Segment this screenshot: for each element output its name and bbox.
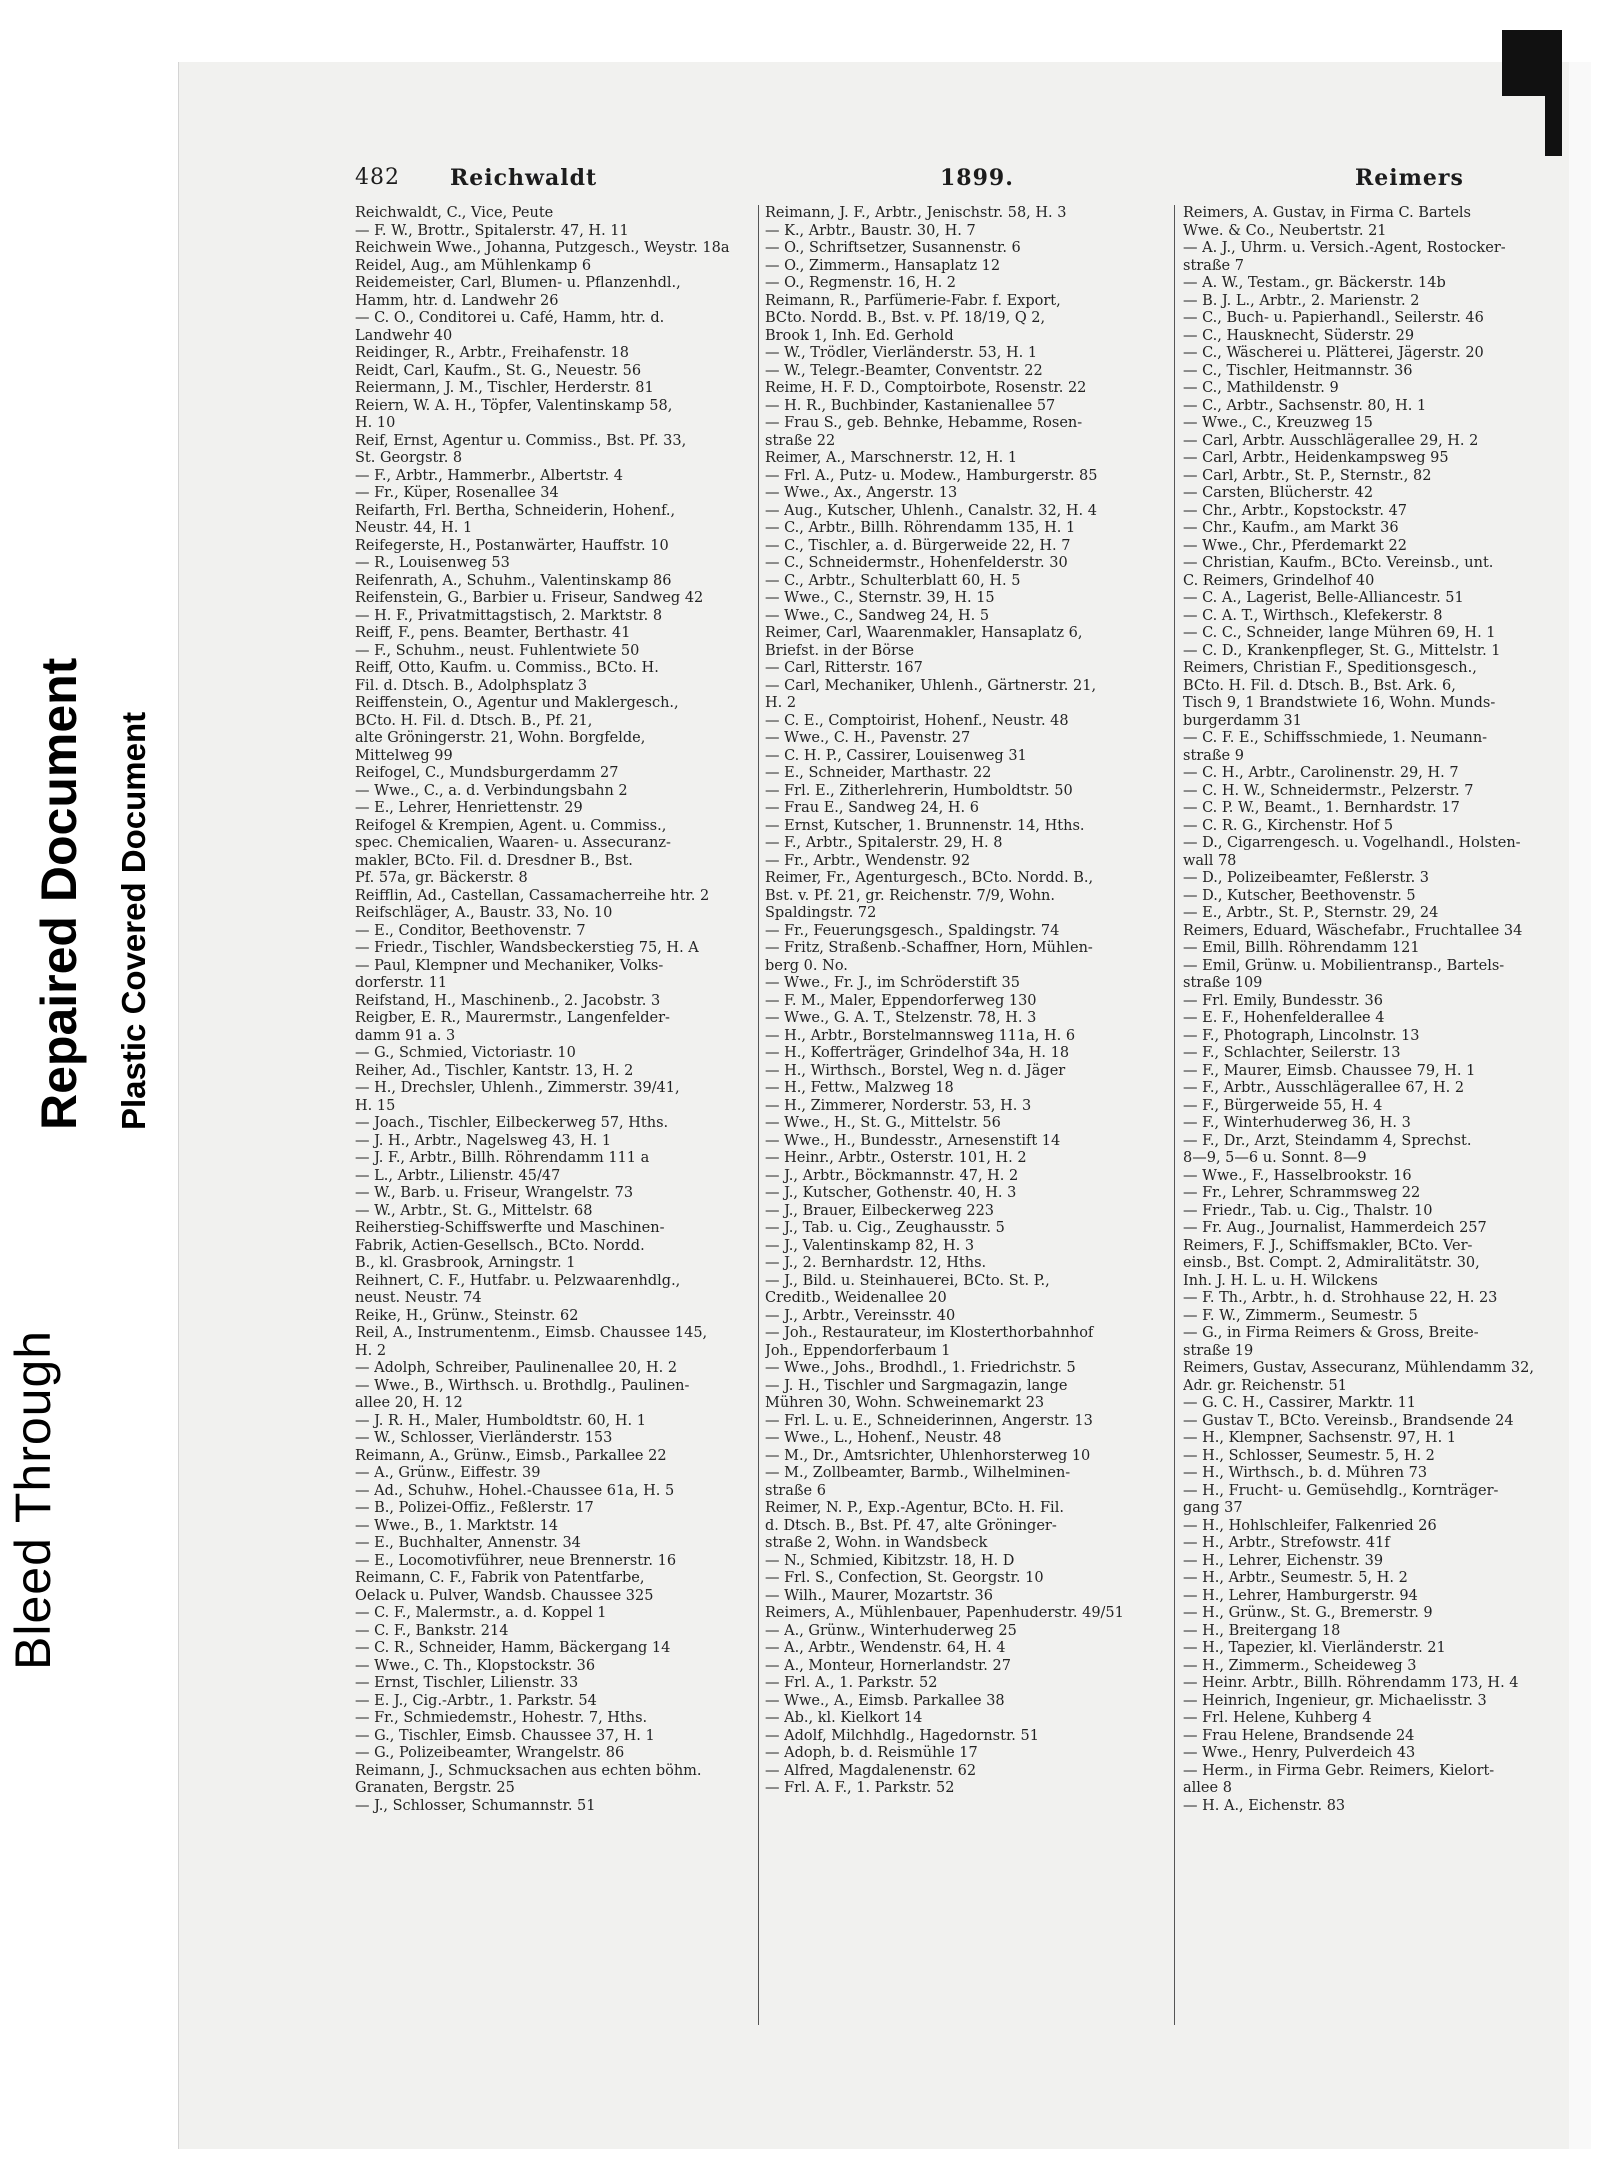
directory-entry: Briefst. in der Börse (765, 642, 914, 659)
directory-entry: — Chr., Kaufm., am Markt 36 (1183, 520, 1399, 536)
directory-entry: 8—9, 5—6 u. Sonnt. 8—9 (1183, 1150, 1367, 1166)
directory-entry: — O., Schriftsetzer, Susannenstr. 6 (765, 240, 1021, 256)
directory-entry: Reiern, W. A. H., Töpfer, Valentinskamp 58, (355, 397, 673, 414)
directory-entry: Reimann, J. F., Arbtr., Jenischstr. 58, H. 3 (765, 205, 1067, 221)
directory-entry: — Chr., Arbtr., Kopstockstr. 47 (1183, 502, 1408, 519)
directory-entry: — G., Polizeibeamter, Wrangelstr. 86 (355, 1745, 625, 1761)
directory-entry: — Wwe., H., St. G., Mittelstr. 56 (765, 1115, 1001, 1131)
directory-entry: St. Georgstr. 8 (355, 450, 463, 466)
directory-entry: — Carsten, Blücherstr. 42 (1183, 485, 1374, 501)
directory-entry: Reimann, A., Grünw., Eimsb., Parkallee 22 (355, 1447, 667, 1464)
directory-entry: — E. F., Hohenfelderallee 4 (1183, 1010, 1385, 1026)
directory-entry: — F., Winterhuderweg 36, H. 3 (1183, 1115, 1411, 1131)
directory-entry: Inh. J. H. L. u. H. Wilckens (1183, 1272, 1378, 1289)
directory-entry: — H., Arbtr., Strefowstr. 41f (1183, 1535, 1390, 1551)
directory-entry: — Christian, Kaufm., BCto. Vereinsb., unt. (1183, 555, 1494, 571)
directory-entry: — N., Schmied, Kibitzstr. 18, H. D (765, 1552, 1015, 1569)
directory-entry: — D., Cigarrengesch. u. Vogelhandl., Holsten- (1183, 835, 1521, 851)
directory-entry: — Carl, Arbtr., St. P., Sternstr., 82 (1183, 467, 1432, 484)
directory-entry: — Fr., Arbtr., Wendenstr. 92 (765, 852, 971, 869)
directory-entry: Reidemeister, Carl, Blumen- u. Pflanzenhdl., (355, 275, 681, 291)
directory-entry: — J., Brauer, Eilbeckerweg 223 (765, 1202, 995, 1219)
directory-entry: — C. O., Conditorei u. Café, Hamm, htr. d. (355, 310, 665, 326)
directory-entry: Reifegerste, H., Postanwärter, Hauffstr. 10 (355, 537, 669, 554)
directory-entry: — Carl, Mechaniker, Uhlenh., Gärtnerstr. 21, (765, 677, 1097, 694)
directory-entry: — Carl, Arbtr., Heidenkampsweg 95 (1183, 450, 1449, 466)
directory-entry: — J., Schlosser, Schumannstr. 51 (355, 1797, 596, 1814)
directory-entry: Reimers, F. J., Schiffsmakler, BCto. Ver- (1183, 1237, 1473, 1254)
directory-entry: — C. C., Schneider, lange Mühren 69, H. 1 (1183, 625, 1496, 641)
directory-entry: — J., Valentinskamp 82, H. 3 (765, 1237, 975, 1254)
directory-entry: — H., Wirthsch., Borstel, Weg n. d. Jäger (765, 1062, 1066, 1079)
directory-entry: — G., Schmied, Victoriastr. 10 (355, 1045, 576, 1061)
directory-entry: — Emil, Billh. Röhrendamm 121 (1183, 940, 1420, 956)
plastic-covered-document-label: Plastic Covered Document (115, 711, 152, 1130)
directory-entry: Reiffenstein, O., Agentur und Maklergesch., (355, 695, 679, 711)
directory-entry: — C. F., Malermstr., a. d. Koppel 1 (355, 1605, 607, 1621)
directory-entry: — F., Arbtr., Hammerbr., Albertstr. 4 (355, 467, 623, 484)
directory-entry: — E., Conditor, Beethovenstr. 7 (355, 922, 586, 939)
directory-entry: Creditb., Weidenallee 20 (765, 1290, 947, 1306)
directory-entry: — H. A., Eichenstr. 83 (1183, 1797, 1346, 1814)
directory-entry: einsb., Bst. Compt. 2, Admiralitätstr. 30, (1183, 1255, 1480, 1271)
directory-entry: Spaldingstr. 72 (765, 905, 877, 921)
directory-entry: makler, BCto. Fil. d. Dresdner B., Bst. (355, 852, 633, 869)
directory-entry: Reimers, A., Mühlenbauer, Papenhuderstr. 49/51 (765, 1605, 1124, 1621)
directory-entry: Reifflin, Ad., Castellan, Cassamacherreihe htr. 2 (355, 887, 710, 904)
directory-entry: neust. Neustr. 74 (355, 1290, 482, 1306)
directory-entry: Reifarth, Frl. Bertha, Schneiderin, Hohenf., (355, 502, 676, 519)
directory-entry: — W., Schlosser, Vierländerstr. 153 (355, 1430, 613, 1446)
directory-entry: — K., Arbtr., Baustr. 30, H. 7 (765, 222, 976, 239)
directory-entry: Mittelweg 99 (355, 747, 453, 764)
directory-entry: — A., Arbtr., Wendenstr. 64, H. 4 (765, 1640, 1006, 1656)
directory-entry: — O., Regmenstr. 16, H. 2 (765, 275, 957, 291)
bleed-through-label: Bleed Through (5, 1329, 61, 1670)
directory-entry: — Frl. A., 1. Parkstr. 52 (765, 1675, 938, 1691)
directory-entry: — C. H., Arbtr., Carolinenstr. 29, H. 7 (1183, 765, 1459, 781)
directory-entry: Reidel, Aug., am Mühlenkamp 6 (355, 257, 592, 274)
directory-entry: — H., Lehrer, Eichenstr. 39 (1183, 1552, 1384, 1569)
directory-entry: — F. M., Maler, Eppendorferweg 130 (765, 992, 1037, 1009)
directory-entry: — Fr. Aug., Journalist, Hammerdeich 257 (1183, 1220, 1487, 1236)
directory-entry: — D., Kutscher, Beethovenstr. 5 (1183, 887, 1416, 904)
column-divider (758, 205, 759, 2025)
directory-entry: — Adoph, b. d. Reismühle 17 (765, 1745, 978, 1761)
directory-entry: — H., Drechsler, Uhlenh., Zimmerstr. 39/41, (355, 1080, 680, 1096)
directory-entry: — A., Grünw., Eiffestr. 39 (355, 1465, 541, 1481)
directory-entry: — J. H., Arbtr., Nagelsweg 43, H. 1 (355, 1132, 612, 1149)
directory-entry: — Wwe., C., Sternstr. 39, H. 15 (765, 590, 995, 606)
directory-entry: — C. R. G., Kirchenstr. Hof 5 (1183, 817, 1394, 834)
directory-entry: — Joach., Tischler, Eilbeckerweg 57, Hths. (355, 1115, 669, 1131)
directory-entry: — C., Arbtr., Schulterblatt 60, H. 5 (765, 572, 1021, 589)
scan-damage-mark (1502, 30, 1562, 96)
directory-entry: — Joh., Restaurateur, im Klosterthorbahnhof (765, 1325, 1094, 1341)
directory-entry: Hamm, htr. d. Landwehr 26 (355, 292, 559, 309)
directory-entry: Reimann, J., Schmucksachen aus echten böhm. (355, 1762, 702, 1779)
directory-entry: — Fr., Lehrer, Schrammsweg 22 (1183, 1185, 1421, 1201)
directory-entry: — A., Grünw., Winterhuderweg 25 (765, 1622, 1017, 1639)
directory-entry: — Ernst, Tischler, Lilienstr. 33 (355, 1675, 579, 1691)
directory-entry: — Wwe., Henry, Pulverdeich 43 (1183, 1745, 1416, 1761)
directory-entry: — J., Arbtr., Vereinsstr. 40 (765, 1307, 956, 1324)
directory-entry: — A. W., Testam., gr. Bäckerstr. 14b (1183, 275, 1446, 291)
directory-entry: — Wwe., A., Eimsb. Parkallee 38 (765, 1692, 1005, 1709)
directory-entry: — L., Arbtr., Lilienstr. 45/47 (355, 1167, 561, 1184)
directory-entry: — E., Locomotivführer, neue Brennerstr. 16 (355, 1552, 677, 1569)
directory-entry: — J. R. H., Maler, Humboldtstr. 60, H. 1 (355, 1412, 646, 1429)
directory-entry: Reimann, R., Parfümerie-Fabr. f. Export, (765, 292, 1061, 309)
directory-entry: d. Dtsch. B., Bst. Pf. 47, alte Gröninger- (765, 1517, 1057, 1534)
directory-entry: — A., Monteur, Hornerlandstr. 27 (765, 1657, 1011, 1674)
directory-entry: — Ad., Schuhw., Hohel.-Chaussee 61a, H. 5 (355, 1482, 675, 1499)
directory-entry: straße 2, Wohn. in Wandsbeck (765, 1535, 988, 1551)
directory-entry: Reil, A., Instrumentenm., Eimsb. Chaussee 145, (355, 1325, 708, 1341)
directory-entry: Reimers, Gustav, Assecuranz, Mühlendamm 32, (1183, 1360, 1534, 1376)
directory-entry: — Frau S., geb. Behnke, Hebamme, Rosen- (765, 415, 1083, 431)
directory-entry: Joh., Eppendorferbaum 1 (765, 1342, 951, 1359)
directory-entry: allee 20, H. 12 (355, 1395, 463, 1411)
directory-entry: Reifenstein, G., Barbier u. Friseur, Sandweg 42 (355, 590, 704, 606)
directory-entry: — C. A., Lagerist, Belle-Alliancestr. 51 (1183, 590, 1464, 606)
directory-entry: Reigber, E. R., Maurermstr., Langenfelder- (355, 1010, 670, 1026)
directory-entry: Bst. v. Pf. 21, gr. Reichenstr. 7/9, Wohn. (765, 887, 1055, 904)
directory-entry: — C. P. W., Beamt., 1. Bernhardstr. 17 (1183, 800, 1460, 816)
directory-entry: H. 15 (355, 1097, 396, 1114)
directory-entry: alte Gröningerstr. 21, Wohn. Borgfelde, (355, 730, 646, 746)
directory-column-2 (765, 205, 1165, 2035)
directory-entry: — Wwe., C. H., Pavenstr. 27 (765, 730, 971, 746)
directory-entry: — Fr., Schmiedemstr., Hohestr. 7, Hths. (355, 1710, 648, 1726)
directory-entry: — C. H. P., Cassirer, Louisenweg 31 (765, 747, 1027, 764)
directory-entry: — Herm., in Firma Gebr. Reimers, Kielort- (1183, 1762, 1495, 1779)
directory-entry: — F., Schuhm., neust. Fuhlentwiete 50 (355, 642, 640, 659)
directory-entry: straße 19 (1183, 1342, 1254, 1359)
directory-entry: Oelack u. Pulver, Wandsb. Chaussee 325 (355, 1587, 654, 1604)
directory-entry: straße 9 (1183, 747, 1244, 764)
directory-entry: Reifogel & Krempien, Agent. u. Commiss., (355, 817, 667, 834)
directory-entry: Reiher, Ad., Tischler, Kantstr. 13, H. 2 (355, 1062, 634, 1079)
directory-entry: — H., Kofferträger, Grindelhof 34a, H. 18 (765, 1045, 1070, 1061)
directory-entry: Reiherstieg-Schiffswerfte und Maschinen- (355, 1220, 665, 1236)
directory-entry: H. 2 (765, 695, 797, 711)
directory-entry: — H., Fettw., Malzweg 18 (765, 1080, 954, 1096)
year-heading: 1899. (940, 165, 1014, 191)
directory-entry: damm 91 a. 3 (355, 1027, 456, 1044)
directory-entry: — Wwe., Chr., Pferdemarkt 22 (1183, 537, 1407, 554)
directory-entry: — G. C. H., Cassirer, Marktr. 11 (1183, 1395, 1417, 1411)
directory-entry: — Wwe., F., Hasselbrookstr. 16 (1183, 1167, 1412, 1184)
directory-entry: — Carl, Arbtr. Ausschlägerallee 29, H. 2 (1183, 432, 1479, 449)
directory-entry: BCto. Nordd. B., Bst. v. Pf. 18/19, Q 2, (765, 310, 1046, 326)
directory-entry: — H., Breitergang 18 (1183, 1622, 1341, 1639)
directory-entry: — Wwe., Johs., Brodhdl., 1. Friedrichstr. 5 (765, 1360, 1076, 1376)
directory-entry: — Friedr., Tab. u. Cig., Thalstr. 10 (1183, 1202, 1433, 1219)
directory-page (355, 165, 1565, 2035)
directory-entry: Reichwein Wwe., Johanna, Putzgesch., Weystr. 18a (355, 240, 730, 256)
directory-entry: — F., Arbtr., Spitalerstr. 29, H. 8 (765, 835, 1003, 851)
directory-entry: — C., Arbtr., Sachsenstr. 80, H. 1 (1183, 397, 1427, 414)
directory-entry: gang 37 (1183, 1500, 1243, 1516)
scan-annotation-labels (0, 0, 175, 2177)
directory-entry: — F. W., Brottr., Spitalerstr. 47, H. 11 (355, 222, 629, 239)
directory-entry: — C., Schneidermstr., Hohenfelderstr. 30 (765, 555, 1068, 571)
directory-entry: — Frl. A., Putz- u. Modew., Hamburgerstr. 85 (765, 467, 1098, 484)
directory-entry: Reiff, Otto, Kaufm. u. Commiss., BCto. H. (355, 660, 659, 676)
directory-entry: Tisch 9, 1 Brandstwiete 16, Wohn. Munds- (1183, 695, 1496, 711)
directory-entry: Reime, H. F. D., Comptoirbote, Rosenstr. 22 (765, 380, 1087, 396)
directory-entry: BCto. H. Fil. d. Dtsch. B., Pf. 21, (355, 712, 593, 729)
directory-entry: — O., Zimmerm., Hansaplatz 12 (765, 257, 1001, 274)
directory-entry: Reimann, C. F., Fabrik von Patentfarbe, (355, 1570, 645, 1586)
directory-entry: — H., Lehrer, Hamburgerstr. 94 (1183, 1587, 1418, 1604)
directory-entry: Reiermann, J. M., Tischler, Herderstr. 81 (355, 380, 654, 396)
directory-entry: — Wwe., Ax., Angerstr. 13 (765, 485, 958, 501)
directory-entry: — Frl. E., Zitherlehrerin, Humboldtstr. 50 (765, 782, 1073, 799)
directory-entry: — J. F., Arbtr., Billh. Röhrendamm 111 a (355, 1150, 650, 1166)
directory-entry: — C. H. W., Schneidermstr., Pelzerstr. 7 (1183, 782, 1474, 799)
directory-entry: — H., Schlosser, Seumestr. 5, H. 2 (1183, 1447, 1435, 1464)
directory-entry: Reidt, Carl, Kaufm., St. G., Neuestr. 56 (355, 362, 642, 379)
directory-entry: — Frl. L. u. E., Schneiderinnen, Angerstr. 13 (765, 1412, 1093, 1429)
directory-entry: — Wwe., L., Hohenf., Neustr. 48 (765, 1430, 1002, 1446)
directory-entry: Reiff, F., pens. Beamter, Berthastr. 41 (355, 625, 631, 641)
directory-entry: — Frl. A. F., 1. Parkstr. 52 (765, 1780, 955, 1796)
directory-entry: B., kl. Grasbrook, Arningstr. 1 (355, 1255, 576, 1271)
directory-entry: Reif, Ernst, Agentur u. Commiss., Bst. Pf. 33, (355, 432, 687, 449)
directory-entry: — Frl. Helene, Kuhberg 4 (1183, 1710, 1372, 1726)
directory-entry: Reike, H., Grünw., Steinstr. 62 (355, 1307, 579, 1324)
directory-entry: — Heinr., Arbtr., Osterstr. 101, H. 2 (765, 1150, 1027, 1166)
directory-entry: Reichwaldt, C., Vice, Peute (355, 205, 554, 221)
directory-entry: — R., Louisenweg 53 (355, 555, 510, 571)
directory-entry: — C., Tischler, Heitmannstr. 36 (1183, 362, 1413, 379)
directory-entry: — Frl. Emily, Bundesstr. 36 (1183, 992, 1383, 1009)
directory-entry: Reidinger, R., Arbtr., Freihafenstr. 18 (355, 345, 629, 361)
directory-entry: — F., Schlachter, Seilerstr. 13 (1183, 1045, 1401, 1061)
directory-entry: Reifschläger, A., Baustr. 33, No. 10 (355, 905, 613, 921)
page-header (355, 165, 1565, 199)
directory-entry: — Fritz, Straßenb.-Schaffner, Horn, Mühlen- (765, 940, 1093, 956)
scan-damage-mark-lower (1545, 96, 1562, 156)
directory-entry: — F. Th., Arbtr., h. d. Strohhause 22, H. 23 (1183, 1290, 1498, 1306)
directory-entry: — C., Mathildenstr. 9 (1183, 380, 1339, 396)
directory-entry: — H. R., Buchbinder, Kastanienallee 57 (765, 397, 1056, 414)
directory-entry: — G., Tischler, Eimsb. Chaussee 37, H. 1 (355, 1727, 655, 1744)
directory-entry: — W., Trödler, Vierländerstr. 53, H. 1 (765, 345, 1038, 361)
directory-entry: — B. J. L., Arbtr., 2. Marienstr. 2 (1183, 292, 1420, 309)
directory-entry: — W., Barb. u. Friseur, Wrangelstr. 73 (355, 1185, 634, 1201)
directory-entry: — Wwe., B., Wirthsch. u. Brothdlg., Paulinen- (355, 1377, 690, 1394)
directory-entry: — H., Wirthsch., b. d. Mühren 73 (1183, 1465, 1428, 1481)
directory-entry: Reimer, Carl, Waarenmakler, Hansaplatz 6, (765, 625, 1083, 641)
directory-entry: Brook 1, Inh. Ed. Gerhold (765, 327, 954, 344)
directory-entry: — Aug., Kutscher, Uhlenh., Canalstr. 32, H. 4 (765, 502, 1097, 519)
directory-entry: — F., Maurer, Eimsb. Chaussee 79, H. 1 (1183, 1062, 1476, 1079)
directory-entry: — Emil, Grünw. u. Mobilientransp., Bartels- (1183, 957, 1505, 974)
directory-entry: H. 10 (355, 415, 396, 431)
directory-entry: — Ernst, Kutscher, 1. Brunnenstr. 14, Hths. (765, 817, 1085, 834)
directory-entry: — Ab., kl. Kielkort 14 (765, 1710, 923, 1726)
directory-entry: — J., Bild. u. Steinhauerei, BCto. St. P., (765, 1272, 1050, 1289)
directory-entry: — C., Hausknecht, Süderstr. 29 (1183, 327, 1415, 344)
directory-entry: straße 7 (1183, 257, 1244, 274)
directory-entry: Reihnert, C. F., Hutfabr. u. Pelzwaarenhdlg., (355, 1272, 681, 1289)
directory-entry: — Heinr. Arbtr., Billh. Röhrendamm 173, H. 4 (1183, 1675, 1519, 1691)
directory-entry: — J., 2. Bernhardstr. 12, Hths. (765, 1255, 987, 1271)
directory-entry: allee 8 (1183, 1780, 1232, 1796)
directory-entry: — Wwe., B., 1. Marktstr. 14 (355, 1517, 559, 1534)
directory-entry: — E., Lehrer, Henriettenstr. 29 (355, 800, 583, 816)
directory-entry: — C., Wäscherei u. Plätterei, Jägerstr. 20 (1183, 345, 1484, 361)
directory-entry: — C., Buch- u. Papierhandl., Seilerstr. 46 (1183, 310, 1484, 326)
directory-entry: — C. A. T., Wirthsch., Klefekerstr. 8 (1183, 607, 1443, 624)
directory-entry: — W., Arbtr., St. G., Mittelstr. 68 (355, 1202, 593, 1219)
right-running-head: Reimers (1355, 165, 1464, 191)
directory-entry: — H., Hohlschleifer, Falkenried 26 (1183, 1517, 1437, 1534)
directory-entry: — C., Arbtr., Billh. Röhrendamm 135, H. 1 (765, 520, 1076, 536)
directory-entry: — C. E., Comptoirist, Hohenf., Neustr. 48 (765, 712, 1069, 729)
directory-entry: straße 109 (1183, 975, 1263, 991)
directory-entry: — C. R., Schneider, Hamm, Bäckergang 14 (355, 1640, 671, 1656)
directory-entry: — J., Tab. u. Cig., Zeughausstr. 5 (765, 1220, 1005, 1236)
directory-entry: — H., Grünw., St. G., Bremerstr. 9 (1183, 1605, 1433, 1621)
directory-entry: — Wwe., C., a. d. Verbindungsbahn 2 (355, 782, 628, 799)
page-number: 482 (355, 165, 400, 190)
directory-entry: — H., Zimmerer, Norderstr. 53, H. 3 (765, 1097, 1032, 1114)
directory-entry: wall 78 (1183, 852, 1237, 869)
directory-entry: — Wwe., C., Sandweg 24, H. 5 (765, 607, 990, 624)
directory-entry: — Frau E., Sandweg 24, H. 6 (765, 800, 979, 816)
directory-entry: — Wwe., G. A. T., Stelzenstr. 78, H. 3 (765, 1010, 1037, 1026)
directory-entry: — E., Arbtr., St. P., Sternstr. 29, 24 (1183, 905, 1439, 921)
directory-entry: — G., in Firma Reimers & Gross, Breite- (1183, 1325, 1479, 1341)
directory-entry: — D., Polizeibeamter, Feßlerstr. 3 (1183, 870, 1430, 886)
directory-entry: — Adolph, Schreiber, Paulinenallee 20, H. 2 (355, 1360, 678, 1376)
directory-entry: — F., Photograph, Lincolnstr. 13 (1183, 1027, 1420, 1044)
directory-entry: — Fr., Feuerungsgesch., Spaldingstr. 74 (765, 922, 1060, 939)
directory-entry: straße 6 (765, 1482, 826, 1499)
directory-entry: — H., Arbtr., Seumestr. 5, H. 2 (1183, 1570, 1408, 1586)
directory-entry: — Frl. S., Confection, St. Georgstr. 10 (765, 1570, 1044, 1586)
directory-entry: Reimers, Christian F., Speditionsgesch., (1183, 660, 1477, 676)
directory-entry: Fil. d. Dtsch. B., Adolphsplatz 3 (355, 677, 588, 694)
directory-entry: — A. J., Uhrm. u. Versich.-Agent, Rostocker- (1183, 240, 1506, 256)
directory-entry: — C. F. E., Schiffsschmiede, 1. Neumann- (1183, 730, 1488, 746)
directory-column-3 (1183, 205, 1565, 2035)
directory-entry: — C. F., Bankstr. 214 (355, 1622, 509, 1639)
directory-entry: — C., Tischler, a. d. Bürgerweide 22, H. 7 (765, 537, 1071, 554)
directory-entry: — M., Dr., Amtsrichter, Uhlenhorsterweg 10 (765, 1447, 1091, 1464)
directory-entry: — C. D., Krankenpfleger, St. G., Mittelstr. 1 (1183, 642, 1501, 659)
directory-entry: H. 2 (355, 1342, 387, 1359)
directory-entry: Fabrik, Actien-Gesellsch., BCto. Nordd. (355, 1237, 645, 1254)
directory-entry: Reimer, A., Marschnerstr. 12, H. 1 (765, 450, 1018, 466)
directory-entry: — Wwe., C., Kreuzweg 15 (1183, 415, 1373, 431)
directory-entry: Wwe. & Co., Neubertstr. 21 (1183, 222, 1387, 239)
directory-entry: Reimer, N. P., Exp.-Agentur, BCto. H. Fil. (765, 1500, 1064, 1516)
directory-entry: — H., Klempner, Sachsenstr. 97, H. 1 (1183, 1430, 1457, 1446)
directory-entry: — Wwe., H., Bundesstr., Arnesenstift 14 (765, 1132, 1061, 1149)
left-running-head: Reichwaldt (450, 165, 598, 191)
directory-entry: Reimers, A. Gustav, in Firma C. Bartels (1183, 205, 1472, 221)
directory-entry: — H., Arbtr., Borstelmannsweg 111a, H. 6 (765, 1027, 1076, 1044)
directory-entry: — Alfred, Magdalenenstr. 62 (765, 1762, 977, 1779)
directory-entry: — Frau Helene, Brandsende 24 (1183, 1727, 1415, 1744)
directory-entry: — M., Zollbeamter, Barmb., Wilhelminen- (765, 1465, 1071, 1481)
directory-entry: Reimer, Fr., Agenturgesch., BCto. Nordd. B., (765, 870, 1094, 886)
directory-entry: C. Reimers, Grindelhof 40 (1183, 572, 1375, 589)
directory-entry: — E., Schneider, Marthastr. 22 (765, 765, 992, 781)
directory-entry: — F., Arbtr., Ausschlägerallee 67, H. 2 (1183, 1080, 1465, 1096)
directory-entry: — Gustav T., BCto. Vereinsb., Brandsende 24 (1183, 1412, 1514, 1429)
directory-entry: — B., Polizei-Offiz., Feßlerstr. 17 (355, 1500, 594, 1516)
directory-entry: BCto. H. Fil. d. Dtsch. B., Bst. Ark. 6, (1183, 677, 1456, 694)
directory-entry: Reifstand, H., Maschinenb., 2. Jacobstr. 3 (355, 992, 661, 1009)
directory-entry: — Wwe., Fr. J., im Schröderstift 35 (765, 975, 1020, 991)
directory-entry: — J. H., Tischler und Sargmagazin, lange (765, 1377, 1068, 1394)
directory-entry: Reifogel, C., Mundsburgerdamm 27 (355, 765, 619, 781)
directory-entry: — E., Buchhalter, Annenstr. 34 (355, 1535, 581, 1551)
directory-entry: Pf. 57a, gr. Bäckerstr. 8 (355, 870, 528, 886)
directory-entry: Landwehr 40 (355, 327, 453, 344)
directory-entry: — Friedr., Tischler, Wandsbeckerstieg 75, H. A (355, 940, 699, 956)
directory-entry: — H., Zimmerm., Scheideweg 3 (1183, 1657, 1417, 1674)
directory-entry: — Fr., Küper, Rosenallee 34 (355, 485, 559, 501)
directory-entry: — H. F., Privatmittagstisch, 2. Marktstr. 8 (355, 607, 663, 624)
directory-entry: Granaten, Bergstr. 25 (355, 1780, 515, 1796)
directory-entry: — H., Frucht- u. Gemüsehdlg., Kornträger- (1183, 1482, 1499, 1499)
directory-entry: — J., Arbtr., Böckmannstr. 47, H. 2 (765, 1167, 1019, 1184)
directory-entry: — F., Bürgerweide 55, H. 4 (1183, 1097, 1383, 1114)
directory-entry: — E. J., Cig.-Arbtr., 1. Parkstr. 54 (355, 1692, 597, 1709)
directory-entry: — Adolf, Milchhdlg., Hagedornstr. 51 (765, 1727, 1039, 1744)
directory-entry: straße 22 (765, 432, 836, 449)
directory-entry: — Heinrich, Ingenieur, gr. Michaelisstr. 3 (1183, 1692, 1487, 1709)
directory-entry: — F., Dr., Arzt, Steindamm 4, Sprechst. (1183, 1132, 1472, 1149)
directory-entry: — J., Kutscher, Gothenstr. 40, H. 3 (765, 1185, 1017, 1201)
directory-entry: Mühren 30, Wohn. Schweinemarkt 23 (765, 1395, 1045, 1411)
directory-entry: — W., Telegr.-Beamter, Conventstr. 22 (765, 362, 1043, 379)
directory-entry: — Wilh., Maurer, Mozartstr. 36 (765, 1587, 993, 1604)
directory-entry: — Wwe., C. Th., Klopstockstr. 36 (355, 1657, 596, 1674)
directory-entry: Reifenrath, A., Schuhm., Valentinskamp 86 (355, 572, 672, 589)
directory-entry: Reimers, Eduard, Wäschefabr., Fruchtallee 34 (1183, 922, 1523, 939)
directory-entry: — Paul, Klempner und Mechaniker, Volks- (355, 957, 664, 974)
column-divider (1174, 205, 1175, 2025)
directory-column-1 (355, 205, 750, 2035)
page-edge (1569, 62, 1591, 2149)
directory-entry: — Carl, Ritterstr. 167 (765, 660, 923, 676)
directory-entry: spec. Chemicalien, Waaren- u. Assecuranz- (355, 835, 671, 851)
directory-entry: berg 0. No. (765, 957, 848, 974)
directory-entry: Neustr. 44, H. 1 (355, 520, 473, 536)
directory-entry: Adr. gr. Reichenstr. 51 (1183, 1377, 1347, 1394)
repaired-document-label: Repaired Document (31, 657, 87, 1130)
directory-entry: — F. W., Zimmerm., Seumestr. 5 (1183, 1307, 1418, 1324)
directory-entry: dorferstr. 11 (355, 975, 448, 991)
directory-entry: — H., Tapezier, kl. Vierländerstr. 21 (1183, 1640, 1446, 1656)
directory-entry: burgerdamm 31 (1183, 712, 1302, 729)
